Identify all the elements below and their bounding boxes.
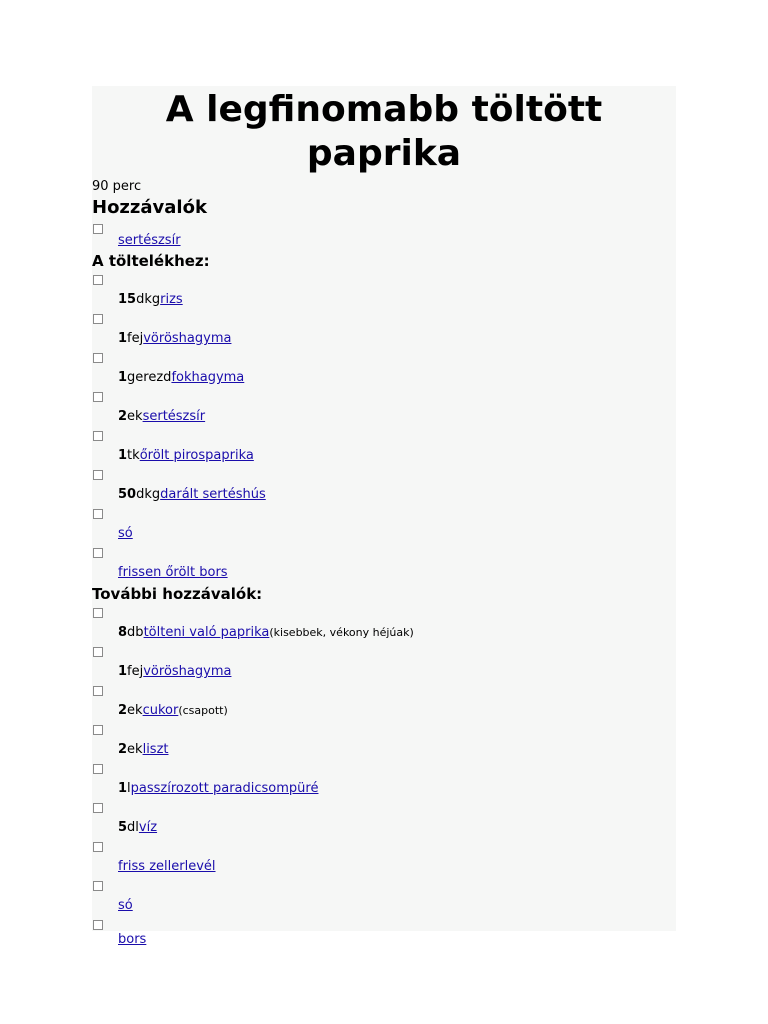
prep-time: 90 perc (92, 179, 142, 194)
ingredient-line (118, 487, 266, 503)
ingredient-checkbox[interactable] (93, 686, 103, 696)
ingredient-unit: l (127, 781, 131, 796)
ingredient-line (118, 664, 231, 680)
ingredient-note: (kisebbek, vékony héjúak) (269, 626, 414, 639)
ingredient-item (92, 545, 676, 584)
ingredient-line (118, 565, 228, 581)
ingredient-checkbox[interactable] (93, 647, 103, 657)
ingredient-item (92, 311, 676, 350)
ingredient-item (92, 761, 676, 800)
ingredient-link[interactable]: őrölt pirospaprika (139, 448, 254, 463)
ingredient-item (92, 839, 676, 878)
ingredient-quantity: 1 (118, 781, 128, 796)
ingredient-quantity: 2 (118, 742, 128, 757)
ingredient-unit: dkg (136, 292, 161, 307)
ingredient-quantity: 15 (118, 292, 137, 307)
ingredient-link[interactable]: friss zellerlevél (118, 859, 216, 874)
ingredient-line (118, 409, 205, 425)
ingredient-unit: dkg (136, 487, 161, 502)
ingredient-link[interactable]: darált sertéshús (160, 487, 266, 502)
ingredient-checkbox[interactable] (93, 431, 103, 441)
ingredient-quantity: 1 (118, 448, 128, 463)
ingredient-item (92, 683, 676, 722)
ingredient-unit: dl (127, 820, 139, 835)
section-heading: További hozzávalók: (92, 585, 263, 603)
ingredient-unit: fej (127, 331, 144, 346)
ingredient-item (92, 389, 676, 428)
ingredient-line (118, 233, 181, 249)
ingredient-line (118, 898, 133, 914)
ingredient-sections (92, 221, 676, 949)
ingredient-quantity: 8 (118, 625, 128, 640)
ingredient-item (92, 221, 676, 251)
ingredient-quantity: 5 (118, 820, 128, 835)
recipe-title: A legfinomabb töltött paprika (165, 89, 603, 174)
ingredient-line (118, 370, 244, 386)
ingredient-item (92, 605, 676, 644)
ingredient-line (118, 526, 133, 542)
ingredient-checkbox[interactable] (93, 725, 103, 735)
ingredient-quantity: 1 (118, 370, 128, 385)
ingredient-quantity: 1 (118, 331, 128, 346)
ingredient-unit: gerezd (127, 370, 172, 385)
ingredient-quantity: 1 (118, 664, 128, 679)
ingredient-link[interactable]: só (118, 898, 133, 913)
ingredient-checkbox[interactable] (93, 608, 103, 618)
ingredient-checkbox[interactable] (93, 764, 103, 774)
ingredient-checkbox[interactable] (93, 224, 103, 234)
ingredient-link[interactable]: vöröshagyma (143, 664, 232, 679)
ingredient-link[interactable]: liszt (142, 742, 169, 757)
ingredient-checkbox[interactable] (93, 548, 103, 558)
ingredient-link[interactable]: víz (138, 820, 158, 835)
ingredient-line (118, 932, 146, 948)
ingredient-checkbox[interactable] (93, 509, 103, 519)
ingredient-line (118, 742, 169, 758)
ingredient-item (92, 350, 676, 389)
ingredient-quantity: 50 (118, 487, 137, 502)
ingredient-checkbox[interactable] (93, 920, 103, 930)
ingredient-checkbox[interactable] (93, 470, 103, 480)
ingredient-link[interactable]: fokhagyma (171, 370, 245, 385)
ingredient-item (92, 878, 676, 917)
ingredient-item (92, 917, 676, 949)
ingredient-unit: db (127, 625, 144, 640)
ingredient-unit: ek (127, 742, 143, 757)
ingredient-checkbox[interactable] (93, 353, 103, 363)
ingredient-link[interactable]: passzírozott paradicsompüré (130, 781, 319, 796)
ingredient-item (92, 722, 676, 761)
ingredient-line (118, 292, 183, 308)
ingredient-checkbox[interactable] (93, 314, 103, 324)
ingredient-note: (csapott) (178, 704, 228, 717)
ingredient-line (118, 703, 228, 719)
ingredient-link[interactable]: tölteni való paprika (143, 625, 270, 640)
ingredient-line (118, 859, 216, 875)
ingredient-link[interactable]: sertészsír (118, 233, 181, 248)
ingredient-line (118, 448, 254, 464)
section-heading: A töltelékhez: (92, 252, 210, 270)
ingredient-line (118, 625, 414, 641)
ingredient-link[interactable]: bors (118, 932, 147, 947)
ingredient-link[interactable]: vöröshagyma (143, 331, 232, 346)
ingredient-checkbox[interactable] (93, 842, 103, 852)
ingredient-unit: ek (127, 703, 143, 718)
ingredient-item (92, 467, 676, 506)
ingredient-line (118, 820, 157, 836)
ingredient-link[interactable]: só (118, 526, 133, 541)
ingredient-link[interactable]: cukor (142, 703, 179, 718)
ingredient-item (92, 506, 676, 545)
ingredient-link[interactable]: frissen őrölt bors (118, 565, 228, 580)
ingredient-link[interactable]: sertészsír (142, 409, 206, 424)
ingredient-item (92, 428, 676, 467)
ingredient-checkbox[interactable] (93, 275, 103, 285)
ingredient-unit: tk (127, 448, 140, 463)
ingredient-item (92, 644, 676, 683)
recipe-page (92, 86, 676, 947)
ingredient-item (92, 272, 676, 311)
ingredient-quantity: 2 (118, 409, 128, 424)
ingredient-unit: fej (127, 664, 144, 679)
ingredients-heading: Hozzávalók (92, 197, 207, 218)
ingredient-unit: ek (127, 409, 143, 424)
ingredient-checkbox[interactable] (93, 803, 103, 813)
ingredient-line (118, 331, 231, 347)
ingredient-checkbox[interactable] (93, 392, 103, 402)
ingredient-quantity: 2 (118, 703, 128, 718)
ingredient-line (118, 781, 318, 797)
ingredient-checkbox[interactable] (93, 881, 103, 891)
ingredient-link[interactable]: rizs (160, 292, 183, 307)
ingredient-item (92, 800, 676, 839)
